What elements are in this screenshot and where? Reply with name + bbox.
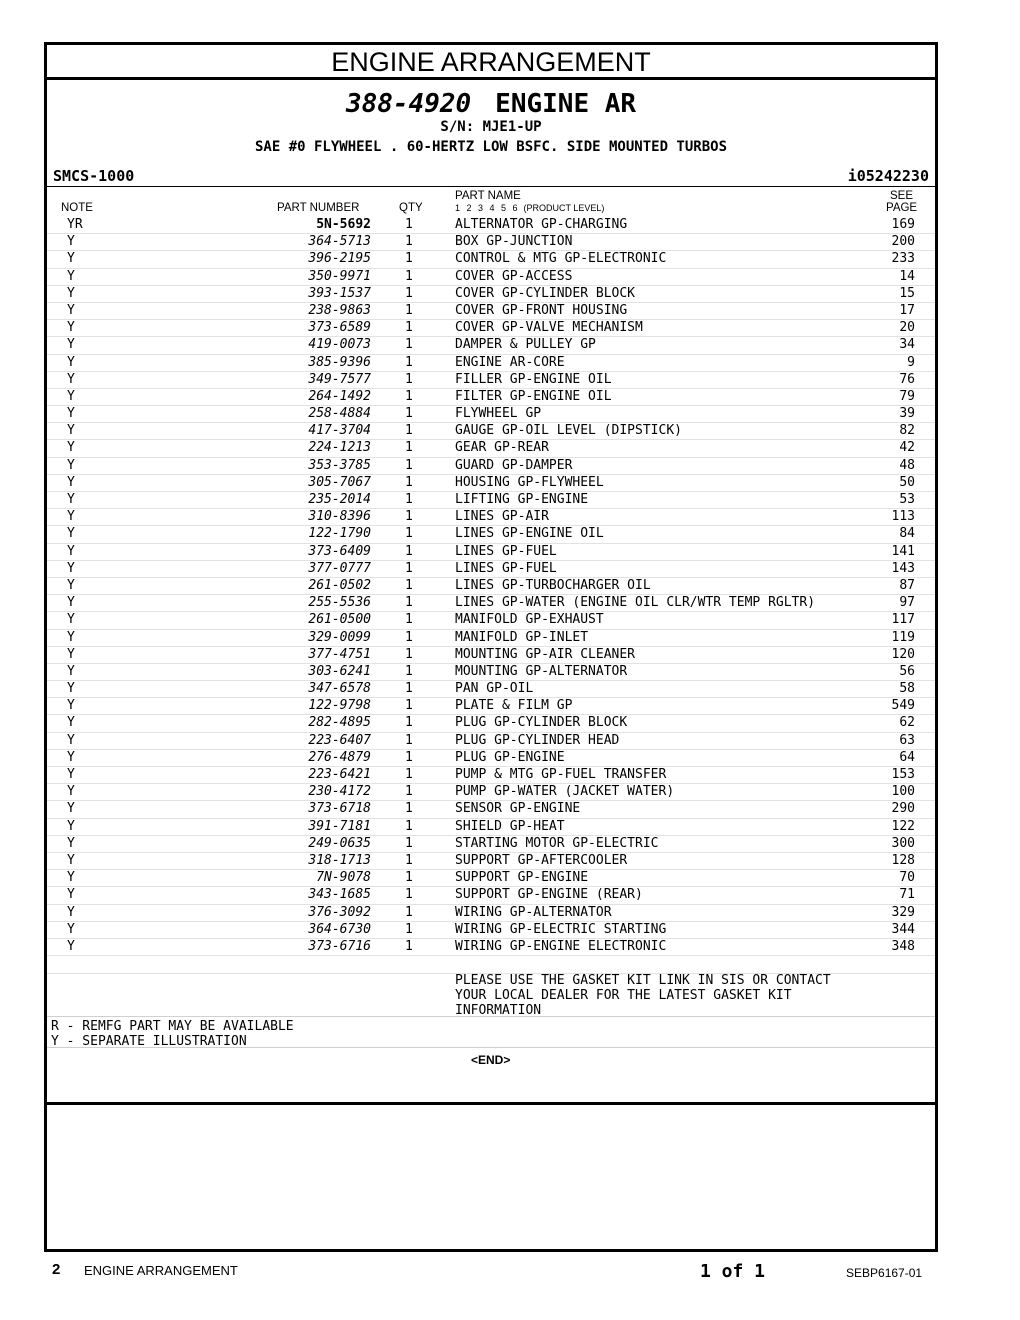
- column-header-qty: QTY: [399, 202, 423, 214]
- part-name-cell: STARTING MOTOR GP-ELECTRIC: [455, 835, 659, 851]
- qty-cell: 1: [405, 870, 413, 886]
- see-page-cell: 97: [899, 595, 915, 611]
- note-cell: Y: [67, 457, 75, 473]
- qty-cell: 1: [405, 818, 413, 834]
- see-page-cell: 169: [891, 217, 915, 232]
- part-number-cell: 376-3092: [308, 904, 371, 920]
- part-number-cell: 318-1713: [308, 852, 371, 868]
- part-number-cell: 224-1213: [308, 440, 371, 456]
- note-cell: Y: [67, 577, 75, 593]
- table-row: [47, 630, 935, 647]
- qty-cell: 1: [405, 543, 413, 559]
- note-cell: Y: [67, 251, 75, 267]
- part-name-cell: ENGINE AR-CORE: [455, 354, 565, 370]
- see-page-cell: 64: [899, 749, 915, 765]
- see-page-cell: 34: [899, 337, 915, 353]
- see-page-cell: 48: [899, 457, 915, 473]
- note-cell: Y: [67, 835, 75, 851]
- qty-cell: 1: [405, 887, 413, 903]
- qty-cell: 1: [405, 457, 413, 473]
- table-row: [47, 440, 935, 457]
- see-page-cell: 100: [891, 784, 915, 800]
- table-row: [47, 458, 935, 475]
- note-cell: Y: [67, 543, 75, 559]
- note-cell: Y: [67, 852, 75, 868]
- footer-doc-id: SEBP6167-01: [846, 1266, 923, 1280]
- see-page-cell: 113: [891, 509, 915, 525]
- see-page-cell: 117: [891, 612, 915, 628]
- table-row: [47, 509, 935, 526]
- see-page-cell: 53: [899, 492, 915, 507]
- see-page-cell: 15: [899, 285, 915, 301]
- table-row: [47, 389, 935, 406]
- note-cell: Y: [67, 474, 75, 490]
- qty-cell: 1: [405, 801, 413, 817]
- table-row: [47, 561, 935, 578]
- part-number-cell: 5N-5692: [316, 217, 371, 232]
- part-number-cell: 276-4879: [308, 749, 371, 765]
- see-page-cell: 42: [899, 440, 915, 456]
- part-name-cell: COVER GP-ACCESS: [455, 268, 573, 284]
- table-row: [47, 406, 935, 423]
- table-row: [47, 303, 935, 320]
- note-cell: Y: [67, 784, 75, 800]
- see-page-cell: 79: [899, 388, 915, 404]
- see-page-cell: 233: [891, 251, 915, 267]
- end-rule: [47, 1047, 935, 1048]
- part-name-cell: GUARD GP-DAMPER: [455, 457, 573, 473]
- note-cell: Y: [67, 234, 75, 250]
- note-cell: Y: [67, 938, 75, 954]
- part-number-cell: 350-9971: [308, 268, 371, 284]
- qty-cell: 1: [405, 354, 413, 370]
- see-page-cell: 76: [899, 371, 915, 387]
- table-row: [47, 767, 935, 784]
- part-number-cell: 235-2014: [308, 492, 371, 507]
- part-number-cell: 377-0777: [308, 560, 371, 576]
- see-page-cell: 17: [899, 302, 915, 318]
- assembly-subtitle: SAE #0 FLYWHEEL . 60-HERTZ LOW BSFC. SIDE MOUNTED TURBOS: [254, 139, 727, 155]
- table-row: [47, 372, 935, 389]
- part-name-cell: PUMP & MTG GP-FUEL TRANSFER: [455, 767, 667, 782]
- qty-cell: 1: [405, 904, 413, 920]
- part-name-cell: HOUSING GP-FLYWHEEL: [455, 474, 604, 490]
- part-name-cell: FILTER GP-ENGINE OIL: [455, 388, 612, 404]
- qty-cell: 1: [405, 217, 413, 232]
- table-row: [47, 423, 935, 440]
- qty-cell: 1: [405, 388, 413, 404]
- qty-cell: 1: [405, 767, 413, 782]
- table-row: [47, 251, 935, 268]
- part-number-cell: 264-1492: [308, 388, 371, 404]
- qty-cell: 1: [405, 938, 413, 954]
- see-page-cell: 62: [899, 715, 915, 731]
- part-number-cell: 343-1685: [308, 887, 371, 903]
- part-name-cell: LIFTING GP-ENGINE: [455, 492, 589, 507]
- note-cell: Y: [67, 801, 75, 817]
- qty-cell: 1: [405, 234, 413, 250]
- qty-cell: 1: [405, 560, 413, 576]
- note-cell: Y: [67, 612, 75, 628]
- table-row: [47, 905, 935, 922]
- see-page-cell: 549: [891, 698, 915, 714]
- qty-cell: 1: [405, 749, 413, 765]
- qty-cell: 1: [405, 509, 413, 525]
- part-number-cell: 391-7181: [308, 818, 371, 834]
- part-number-cell: 373-6716: [308, 938, 371, 954]
- part-name-cell: LINES GP-ENGINE OIL: [455, 526, 604, 542]
- qty-cell: 1: [405, 371, 413, 387]
- table-row: [47, 853, 935, 870]
- table-row: [47, 526, 935, 543]
- table-row: [47, 939, 935, 956]
- part-name-cell: LINES GP-FUEL: [455, 560, 557, 576]
- part-name-cell: LINES GP-AIR: [455, 509, 549, 525]
- part-name-cell: SUPPORT GP-ENGINE (REAR): [455, 887, 643, 903]
- note-cell: YR: [67, 217, 83, 232]
- part-number-cell: 230-4172: [308, 784, 371, 800]
- serial-number: S/N: MJE1-UP: [440, 119, 542, 135]
- qty-cell: 1: [405, 612, 413, 628]
- qty-cell: 1: [405, 784, 413, 800]
- part-name-cell: SENSOR GP-ENGINE: [455, 801, 581, 817]
- note-cell: Y: [67, 904, 75, 920]
- qty-cell: 1: [405, 440, 413, 456]
- part-number-cell: 393-1537: [308, 285, 371, 301]
- part-name-cell: GAUGE GP-OIL LEVEL (DIPSTICK): [455, 423, 682, 439]
- table-row: [47, 750, 935, 767]
- product-level-label: (PRODUCT LEVEL): [523, 203, 605, 213]
- qty-cell: 1: [405, 406, 413, 422]
- part-name-cell: MANIFOLD GP-INLET: [455, 629, 589, 645]
- part-number-cell: 364-5713: [308, 234, 371, 250]
- note-cell: Y: [67, 509, 75, 525]
- note-cell: Y: [67, 371, 75, 387]
- see-page-cell: 290: [891, 801, 915, 817]
- note-cell: Y: [67, 492, 75, 507]
- part-name-cell: PUMP GP-WATER (JACKET WATER): [455, 784, 675, 800]
- footer-page-number: 2: [52, 1261, 61, 1278]
- part-number-cell: 303-6241: [308, 663, 371, 679]
- note-cell: Y: [67, 681, 75, 697]
- part-name-cell: MOUNTING GP-AIR CLEANER: [455, 646, 636, 662]
- note-cell: Y: [67, 698, 75, 714]
- note-cell: Y: [67, 818, 75, 834]
- see-page-cell: 50: [899, 474, 915, 490]
- part-number-cell: 7N-9078: [316, 870, 371, 886]
- see-page-cell: 344: [891, 921, 915, 937]
- see-page-cell: 84: [899, 526, 915, 542]
- part-number-cell: 223-6407: [308, 732, 371, 748]
- see-page-cell: 153: [891, 767, 915, 782]
- qty-cell: 1: [405, 268, 413, 284]
- legend-remfg: R - REMFG PART MAY BE AVAILABLE: [51, 1019, 294, 1034]
- part-number-cell: 347-6578: [308, 681, 371, 697]
- see-page-cell: 141: [891, 543, 915, 559]
- part-number-cell: 258-4884: [308, 406, 371, 422]
- assembly-name: ENGINE AR: [495, 89, 637, 119]
- see-page-cell: 329: [891, 904, 915, 920]
- qty-cell: 1: [405, 698, 413, 714]
- section-title: ENGINE ARRANGEMENT: [47, 45, 935, 80]
- part-number-cell: 377-4751: [308, 646, 371, 662]
- column-header-part-name: PART NAME: [455, 190, 521, 202]
- column-header-note: NOTE: [61, 202, 93, 214]
- table-row: [47, 320, 935, 337]
- qty-cell: 1: [405, 251, 413, 267]
- qty-cell: 1: [405, 492, 413, 507]
- part-number-cell: 373-6718: [308, 801, 371, 817]
- table-row: [47, 681, 935, 698]
- note-cell: Y: [67, 887, 75, 903]
- part-number-cell: 223-6421: [308, 767, 371, 782]
- part-name-cell: GEAR GP-REAR: [455, 440, 549, 456]
- table-row: [47, 698, 935, 715]
- part-name-cell: PLATE & FILM GP: [455, 698, 573, 714]
- part-number-cell: 396-2195: [308, 251, 371, 267]
- qty-cell: 1: [405, 595, 413, 611]
- qty-cell: 1: [405, 663, 413, 679]
- part-name-cell: PLUG GP-CYLINDER BLOCK: [455, 715, 628, 731]
- note-cell: Y: [67, 354, 75, 370]
- see-page-cell: 119: [891, 629, 915, 645]
- part-name-cell: FILLER GP-ENGINE OIL: [455, 371, 612, 387]
- table-row: [47, 664, 935, 681]
- qty-cell: 1: [405, 681, 413, 697]
- see-page-cell: 9: [907, 354, 915, 370]
- note-cell: Y: [67, 767, 75, 782]
- table-row: [47, 922, 935, 939]
- see-page-cell: 87: [899, 577, 915, 593]
- table-row: [47, 355, 935, 372]
- qty-cell: 1: [405, 852, 413, 868]
- part-name-cell: PLUG GP-ENGINE: [455, 749, 565, 765]
- column-header-page: PAGE: [886, 202, 918, 214]
- table-row: [47, 715, 935, 732]
- see-page-cell: 143: [891, 560, 915, 576]
- table-row: [47, 870, 935, 887]
- part-number-cell: 364-6730: [308, 921, 371, 937]
- see-page-cell: 14: [899, 268, 915, 284]
- see-page-cell: 82: [899, 423, 915, 439]
- part-number-cell: 349-7577: [308, 371, 371, 387]
- note-cell: Y: [67, 285, 75, 301]
- part-name-cell: COVER GP-CYLINDER BLOCK: [455, 285, 636, 301]
- part-name-cell: PLUG GP-CYLINDER HEAD: [455, 732, 620, 748]
- qty-cell: 1: [405, 285, 413, 301]
- product-levels: [455, 203, 604, 213]
- part-number-cell: 282-4895: [308, 715, 371, 731]
- note-cell: Y: [67, 595, 75, 611]
- table-row: [47, 578, 935, 595]
- illustration-divider: [47, 1102, 935, 1105]
- column-header-part-number: PART NUMBER: [277, 202, 360, 214]
- part-name-cell: WIRING GP-ALTERNATOR: [455, 904, 612, 920]
- part-number-cell: 249-0635: [308, 835, 371, 851]
- see-page-cell: 120: [891, 646, 915, 662]
- legend: [51, 1019, 294, 1049]
- part-name-cell: WIRING GP-ELECTRIC STARTING: [455, 921, 667, 937]
- note-cell: Y: [67, 337, 75, 353]
- document-ref: i05242230: [847, 167, 929, 185]
- legend-separate-illustration: Y - SEPARATE ILLUSTRATION: [51, 1034, 247, 1049]
- note-cell: Y: [67, 560, 75, 576]
- footer-section-title: ENGINE ARRANGEMENT: [84, 1263, 238, 1278]
- note-cell: Y: [67, 320, 75, 336]
- qty-cell: 1: [405, 302, 413, 318]
- note-cell: Y: [67, 440, 75, 456]
- part-name-cell: PAN GP-OIL: [455, 681, 534, 697]
- note-cell: Y: [67, 732, 75, 748]
- note-cell: Y: [67, 646, 75, 662]
- part-name-cell: SHIELD GP-HEAT: [455, 818, 565, 834]
- qty-cell: 1: [405, 646, 413, 662]
- part-number-cell: 417-3704: [308, 423, 371, 439]
- part-number-cell: 261-0502: [308, 577, 371, 593]
- see-page-cell: 70: [899, 870, 915, 886]
- table-row: [47, 269, 935, 286]
- see-page-cell: 71: [899, 887, 915, 903]
- see-page-cell: 58: [899, 681, 915, 697]
- part-number-cell: 261-0500: [308, 612, 371, 628]
- parts-table: [47, 217, 935, 974]
- part-name-cell: MOUNTING GP-ALTERNATOR: [455, 663, 628, 679]
- note-cell: Y: [67, 423, 75, 439]
- see-page-cell: 128: [891, 852, 915, 868]
- part-number-cell: 122-1790: [308, 526, 371, 542]
- qty-cell: 1: [405, 577, 413, 593]
- qty-cell: 1: [405, 337, 413, 353]
- note-cell: Y: [67, 870, 75, 886]
- blank-row: [47, 956, 935, 974]
- footer-page-of: 1 of 1: [700, 1261, 766, 1282]
- part-name-cell: SUPPORT GP-ENGINE: [455, 870, 589, 886]
- table-row: [47, 475, 935, 492]
- note-cell: Y: [67, 921, 75, 937]
- parts-sheet: [44, 42, 938, 1252]
- assembly-part-number: 388-4920: [345, 89, 472, 119]
- qty-cell: 1: [405, 835, 413, 851]
- qty-cell: 1: [405, 423, 413, 439]
- qty-cell: 1: [405, 629, 413, 645]
- table-row: [47, 784, 935, 801]
- qty-cell: 1: [405, 715, 413, 731]
- part-number-cell: 385-9396: [308, 354, 371, 370]
- table-row: [47, 337, 935, 354]
- assembly-heading: [47, 89, 935, 119]
- part-name-cell: WIRING GP-ENGINE ELECTRONIC: [455, 938, 667, 954]
- note-cell: Y: [67, 268, 75, 284]
- part-number-cell: 310-8396: [308, 509, 371, 525]
- level-numbers: 1 2 3 4 5 6: [455, 203, 518, 213]
- part-number-cell: 238-9863: [308, 302, 371, 318]
- part-name-cell: BOX GP-JUNCTION: [455, 234, 573, 250]
- see-page-cell: 300: [891, 835, 915, 851]
- table-row: [47, 217, 935, 234]
- part-name-cell: COVER GP-VALVE MECHANISM: [455, 320, 643, 336]
- qty-cell: 1: [405, 921, 413, 937]
- part-name-cell: LINES GP-WATER (ENGINE OIL CLR/WTR TEMP RGLTR): [455, 595, 816, 611]
- part-number-cell: 122-9798: [308, 698, 371, 714]
- qty-cell: 1: [405, 526, 413, 542]
- part-name-cell: FLYWHEEL GP: [455, 406, 542, 422]
- part-name-cell: LINES GP-FUEL: [455, 543, 557, 559]
- see-page-cell: 122: [891, 818, 915, 834]
- table-row: [47, 801, 935, 818]
- note-cell: Y: [67, 388, 75, 404]
- part-number-cell: 373-6409: [308, 543, 371, 559]
- see-page-cell: 56: [899, 663, 915, 679]
- end-marker: <END>: [471, 1053, 511, 1067]
- part-number-cell: 329-0099: [308, 629, 371, 645]
- qty-cell: 1: [405, 474, 413, 490]
- part-name-cell: COVER GP-FRONT HOUSING: [455, 302, 628, 318]
- table-row: [47, 286, 935, 303]
- part-name-cell: DAMPER & PULLEY GP: [455, 337, 596, 353]
- see-page-cell: 20: [899, 320, 915, 336]
- legend-rule: [47, 1016, 935, 1017]
- part-number-cell: 305-7067: [308, 474, 371, 490]
- part-name-cell: MANIFOLD GP-EXHAUST: [455, 612, 604, 628]
- note-cell: Y: [67, 749, 75, 765]
- note-cell: Y: [67, 406, 75, 422]
- table-row: [47, 492, 935, 509]
- table-row: [47, 733, 935, 750]
- see-page-cell: 63: [899, 732, 915, 748]
- note-cell: Y: [67, 526, 75, 542]
- smcs-code: SMCS-1000: [53, 167, 135, 185]
- part-number-cell: 353-3785: [308, 457, 371, 473]
- qty-cell: 1: [405, 320, 413, 336]
- table-row: [47, 887, 935, 904]
- note-cell: Y: [67, 629, 75, 645]
- see-page-cell: 39: [899, 406, 915, 422]
- part-number-cell: 255-5536: [308, 595, 371, 611]
- table-row: [47, 595, 935, 612]
- part-number-cell: 373-6589: [308, 320, 371, 336]
- note-cell: Y: [67, 715, 75, 731]
- table-row: [47, 836, 935, 853]
- note-cell: Y: [67, 302, 75, 318]
- table-row: [47, 647, 935, 664]
- part-name-cell: SUPPORT GP-AFTERCOOLER: [455, 852, 628, 868]
- part-number-cell: 419-0073: [308, 337, 371, 353]
- part-name-cell: ALTERNATOR GP-CHARGING: [455, 217, 628, 232]
- table-row: [47, 612, 935, 629]
- gasket-notice: PLEASE USE THE GASKET KIT LINK IN SIS OR CONTACT YOUR LOCAL DEALER FOR THE LATEST GASKET KIT INFORMATION: [455, 973, 831, 1018]
- table-row: [47, 234, 935, 251]
- see-page-cell: 348: [891, 938, 915, 954]
- table-row: [47, 819, 935, 836]
- part-name-cell: LINES GP-TURBOCHARGER OIL: [455, 577, 651, 593]
- part-name-cell: CONTROL & MTG GP-ELECTRONIC: [455, 251, 667, 267]
- column-header-see: SEE: [890, 190, 914, 202]
- table-row: [47, 544, 935, 561]
- qty-cell: 1: [405, 732, 413, 748]
- note-cell: Y: [67, 663, 75, 679]
- see-page-cell: 200: [891, 234, 915, 250]
- header-rule: [47, 186, 935, 187]
